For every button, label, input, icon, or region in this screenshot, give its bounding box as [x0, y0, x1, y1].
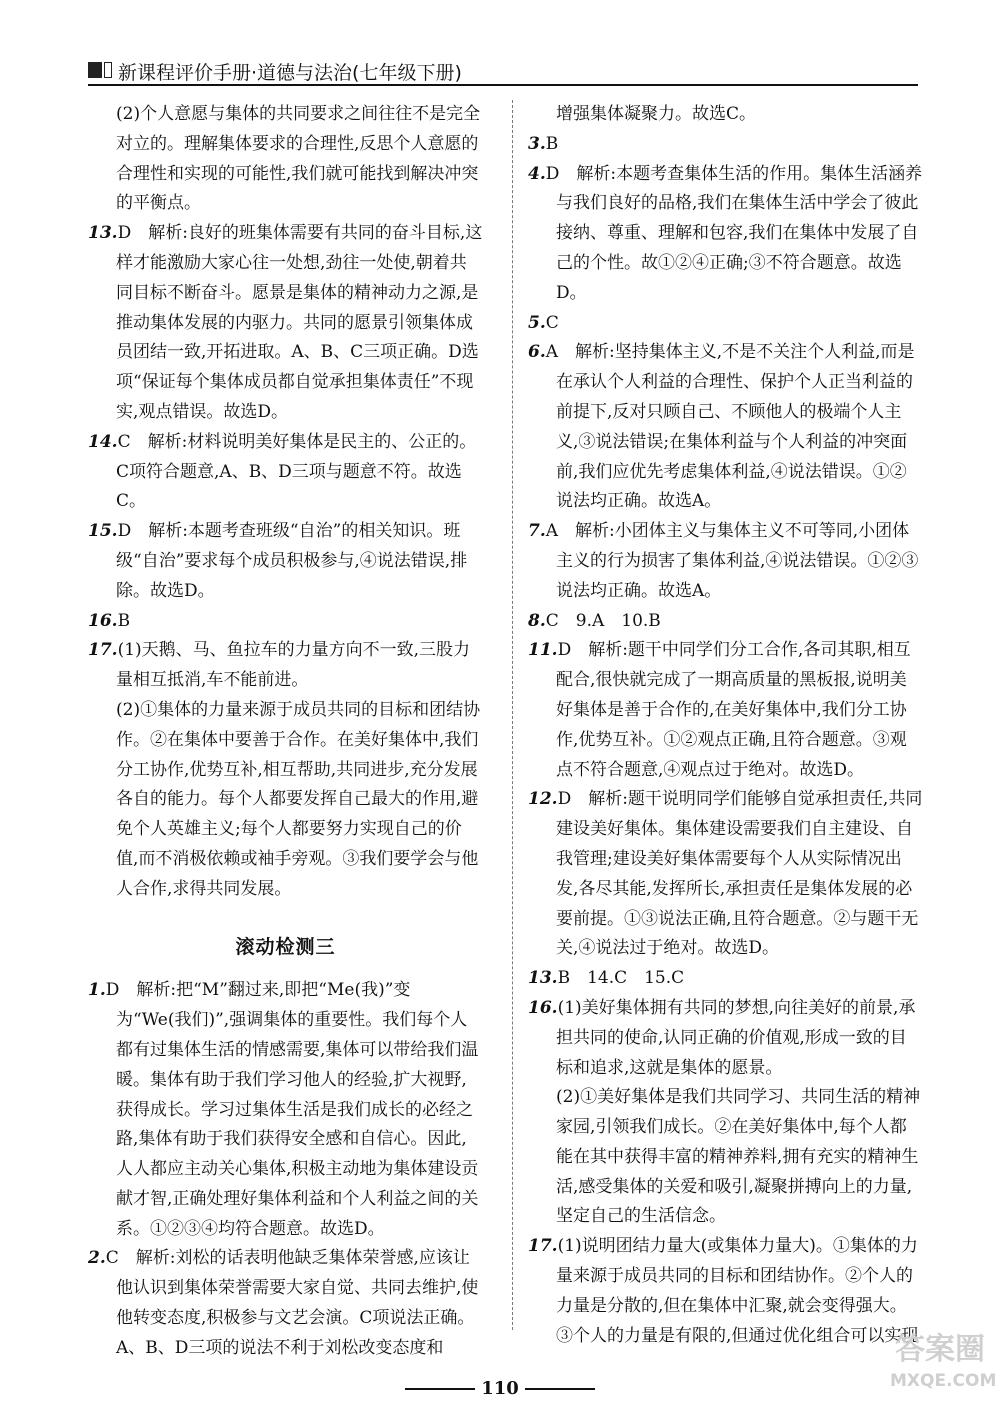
header-title: 新课程评价手册·道德与法治(七年级下册)	[118, 62, 462, 84]
watermark-line1: 答案圈	[895, 1332, 985, 1367]
answer-number: 13.	[88, 223, 118, 244]
header-rule	[88, 84, 918, 86]
answer-item	[528, 130, 923, 160]
section-title: 滚动检测三	[235, 935, 336, 958]
answer-number: 5.	[528, 312, 546, 333]
answer-text: D 解析:题干中同学们分工合作,各司其职,相互配合,很快就完成了一期高质量的黑板报,说明美好集体是善于合作的,在美好集体中,我们分工协作,优势互补。①②观点正确,且符合题意。③观点不符合题意,④观点过于绝对。故选D。	[556, 640, 911, 780]
answer-text: C 解析:刘松的话表明他缺乏集体荣誉感,应该让他认识到集体荣誉需要大家自觉、共同去维护,使他转变态度,积极参与文艺会演。C项说法正确。A、B、D三项的说法不利于刘松改变态度和	[105, 1248, 479, 1358]
intro-paragraph: (2)个人意愿与集体的共同要求之间往往不是完全对立的。理解集体要求的合理性,反思个人意愿的合理性和实现的可能性,我们就可能找到解决冲突的平衡点。	[116, 104, 481, 214]
left-answers-block-1	[88, 219, 483, 696]
answer-item	[528, 785, 923, 964]
answer-text: C	[545, 312, 559, 333]
answer-17-part-2: (2)①集体的力量来源于成员共同的目标和团结协作。②在集体中要善于合作。在美好集体中,我们分工协作,优势互补,相互帮助,共同进步,充分发展各自的能力。每个人都要发挥自己最大的作用,避免个人英雄主义;每个人都要努力实现自己的价值,而不消极依赖或袖手旁观。③我们要学会与他人合作,求得共同发展。	[116, 699, 481, 899]
answer-item	[88, 636, 483, 696]
answer-item	[528, 964, 923, 994]
answer-number: 13.	[528, 968, 558, 989]
answer-item	[528, 636, 923, 785]
answer-number: 1.	[88, 980, 106, 1001]
book-icon	[88, 62, 102, 78]
answer-item	[88, 976, 483, 1244]
answer-text: D 解析:本题考查集体生活的作用。集体生活涵养与我们良好的品格,我们在集体生活中学会了彼此接纳、尊重、理解和包容,我们在集体中发展了自己的个性。故①②④正确;③不符合题意。故选D。	[545, 163, 923, 303]
answer-number: 16.	[88, 610, 118, 631]
watermark-logo	[890, 1330, 997, 1410]
answer-item	[88, 219, 483, 428]
answer-item	[88, 1244, 483, 1363]
answer-text: (1)美好集体拥有共同的梦想,向往美好的前景,承担共同的使命,认同正确的价值观,形成一致的目标和追求,这就是集体的愿景。	[556, 997, 916, 1078]
answer-item	[528, 994, 923, 1083]
answer-text: C 解析:材料说明美好集体是民主的、公正的。C项符合题意,A、B、D三项与题意不符。故选C。	[116, 431, 477, 512]
footer-ornament-right	[525, 1388, 595, 1390]
answer-item	[88, 517, 483, 606]
answer-text: (1)天鹅、马、鱼拉车的力量方向不一致,三股力量相互抵消,车不能前进。	[116, 640, 471, 691]
watermark-line2: MXQE.COM	[890, 1371, 997, 1391]
answer-item	[528, 309, 923, 339]
page-footer	[0, 1378, 1000, 1399]
answer-16-part-2: (2)①美好集体是我们共同学习、共同生活的精神家园,引领我们成长。②在美好集体中,每个人都能在其中获得丰富的精神养料,拥有充实的精神生活,感受集体的关爱和吸引,凝聚拼搏向上的力量,坚定自己的生活信念。	[556, 1087, 921, 1227]
answer-number: 17.	[88, 640, 118, 661]
answer-number: 8.	[528, 610, 546, 631]
answer-text: D 解析:良好的班集体需要有共同的奋斗目标,这样才能激励大家心往一处想,劲往一处使,朝着共同目标不断奋斗。愿景是集体的精神动力之源,是推动集体发展的内驱力。共同的愿景引领集体成员团结一致,开拓进取。A、B、C三项正确。D选项“保证每个集体成员都自觉承担集体责任”不现实,观点错误。故选D。	[116, 223, 483, 422]
left-column	[88, 100, 483, 1364]
answer-number: 6.	[528, 342, 546, 363]
answer-item	[528, 160, 923, 309]
answer-item	[528, 517, 923, 606]
answer-number: 16.	[528, 997, 558, 1018]
answer-item	[528, 338, 923, 517]
answer-number: 12.	[528, 789, 558, 810]
continued-text: 增强集体凝聚力。故选C。	[556, 104, 757, 124]
answer-number: 17.	[528, 1236, 558, 1257]
answer-item	[528, 1232, 923, 1351]
book-spine-icon	[104, 62, 112, 78]
answer-text: B	[545, 133, 559, 154]
answer-number: 15.	[88, 521, 118, 542]
answer-text: C 9.A 10.B	[545, 610, 661, 631]
answer-text: B 14.C 15.C	[557, 968, 685, 989]
answer-number: 14.	[88, 431, 118, 452]
footer-ornament-left	[405, 1388, 475, 1390]
column-divider	[512, 100, 513, 1330]
right-answers-block	[528, 130, 923, 1084]
left-answers-block-2	[88, 976, 483, 1363]
answer-text: A 解析:坚持集体主义,不是不关注个人利益,而是在承认个人利益的合理性、保护个人正当利益的前提下,反对只顾自己、不顾他人的极端个人主义,③说法错误;在集体利益与个人利益的冲突面前,我们应优先考虑集体利益,④说法错误。①②说法均正确。故选A。	[545, 342, 915, 512]
answer-text: (1)说明团结力量大(或集体力量大)。①集体的力量来源于成员共同的目标和团结协作。②个人的力量是分散的,但在集体中汇聚,就会变得强大。③个人的力量是有限的,但通过优化组合可以实现	[556, 1236, 919, 1346]
answer-item	[528, 607, 923, 637]
right-column	[528, 100, 923, 1351]
answer-number: 3.	[528, 133, 546, 154]
answer-item	[88, 607, 483, 637]
answer-number: 4.	[528, 163, 546, 184]
answer-text: D 解析:题干说明同学们能够自觉承担责任,共同建设美好集体。集体建设需要我们自主建设、自我管理;建设美好集体需要每个人从实际情况出发,各尽其能,发挥所长,承担责任是集体发展的必要前提。①③说法正确,且符合题意。②与题干无关,④说法过于绝对。故选D。	[556, 789, 923, 959]
page-number: 110	[481, 1378, 519, 1399]
answer-item	[88, 428, 483, 517]
answer-number: 2.	[88, 1248, 106, 1269]
answer-number: 11.	[528, 640, 558, 661]
answer-number: 7.	[528, 521, 546, 542]
answer-text: D 解析:把“M”翻过来,即把“Me(我)”变为“We(我们)”,强调集体的重要性。我们每个人都有过集体生活的情感需要,集体可以带给我们温暖。集体有助于我们学习他人的经验,扩大视野,获得成长。学习过集体生活是我们成长的必经之路,集体有助于我们获得安全感和自信心。因此,人人都应主动关心集体,积极主动地为集体建设贡献才智,正确处理好集体利益和个人利益之间的关系。①②③④均符合题意。故选D。	[105, 980, 479, 1239]
answer-text: A 解析:小团体主义与集体主义不可等同,小团体主义的行为损害了集体利益,④说法错误。①②③说法均正确。故选A。	[545, 521, 919, 601]
answer-text: D 解析:本题考查班级“自治”的相关知识。班级“自治”要求每个成员积极参与,④说法错误,排除。故选D。	[116, 521, 468, 601]
answer-text: B	[117, 610, 131, 631]
page-header	[88, 58, 918, 84]
